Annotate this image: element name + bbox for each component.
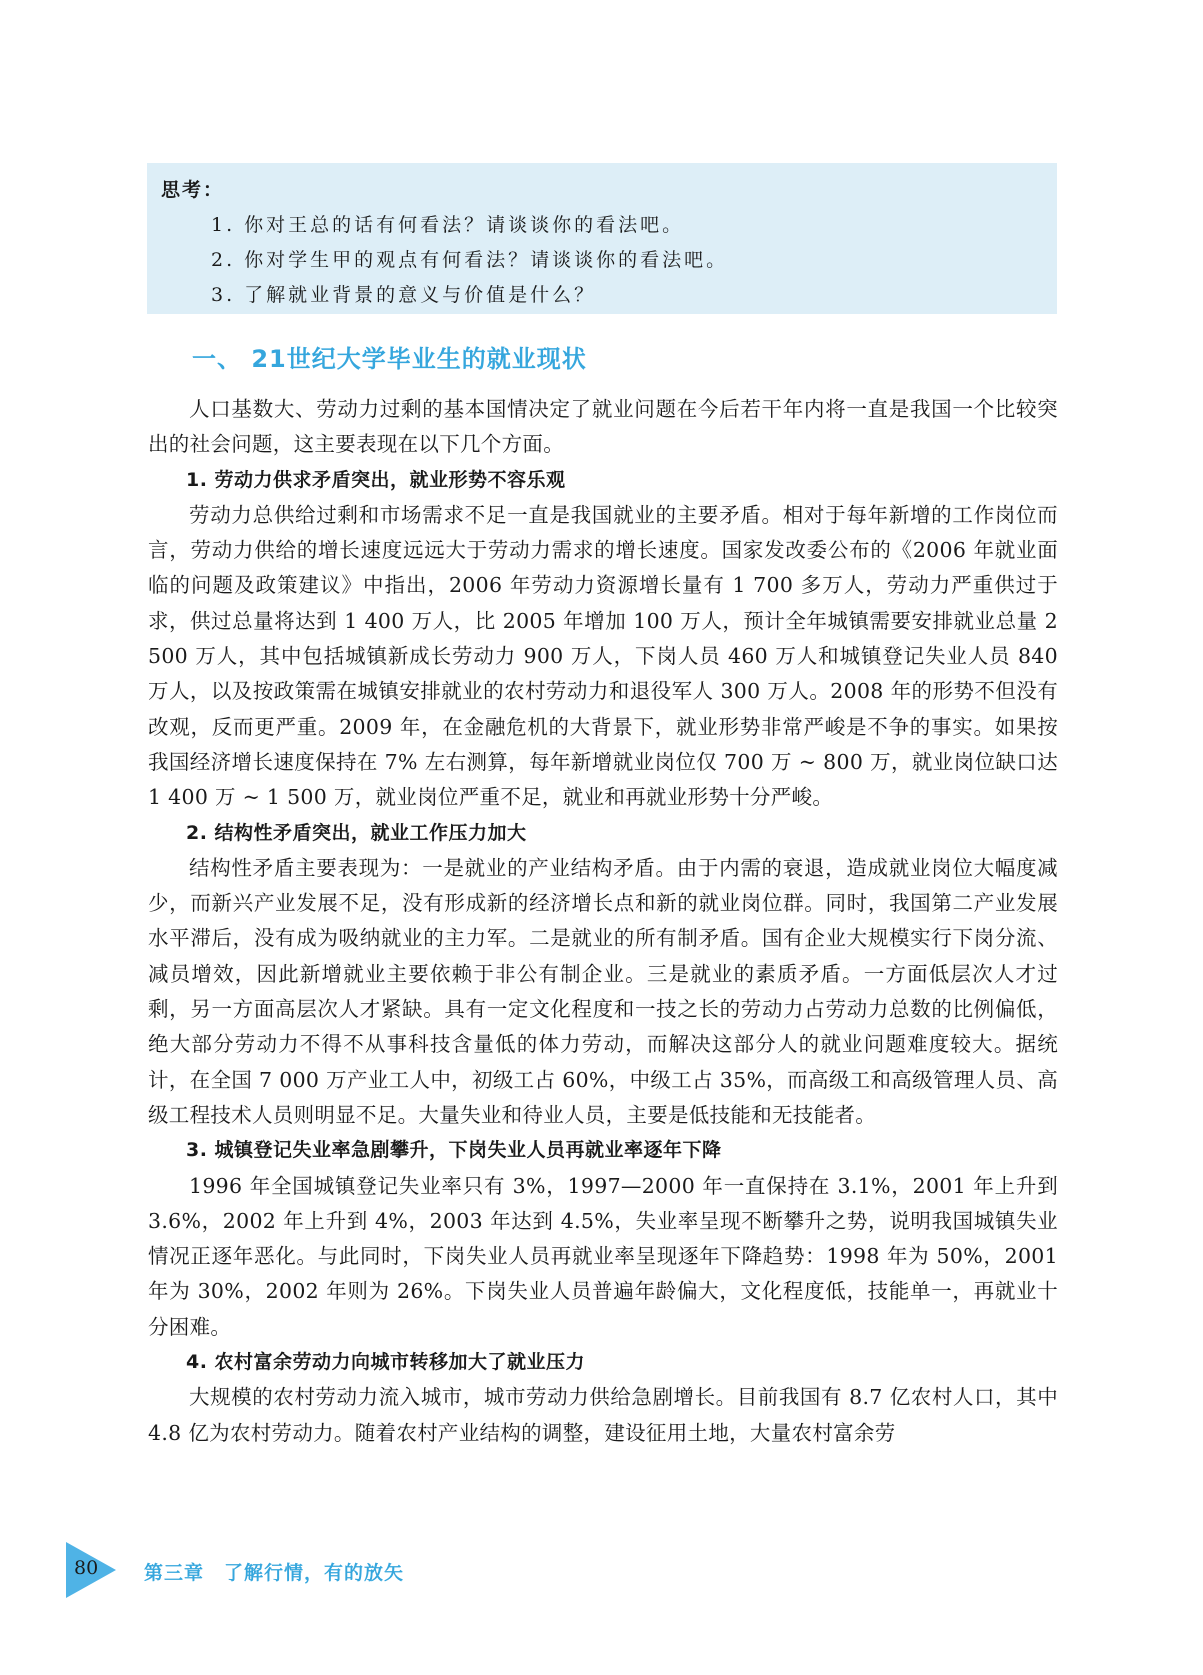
subheading-1: 1. 劳动力供求矛盾突出，就业形势不容乐观 [186,468,566,491]
page-number: 80 [74,1557,99,1579]
body-text [148,392,1058,1451]
think-title: 思考： [161,179,225,201]
subheading-4: 4. 农村富余劳动力向城市转移加大了就业压力 [186,1351,586,1374]
paragraph-1: 劳动力总供给过剩和市场需求不足一直是我国就业的主要矛盾。相对于每年新增的工作岗位而言，劳动力供给的增长速度远远大于劳动力需求的增长速度。国家发改委公布的《2006 年就业面临的问题及政策建议》中指出，2006 年劳动力资源增长量有 1 700 多万人，劳动力严重供过于求，供过总量将达到 1 400 万人，比 2005 年增加 100 万人，预计全年城镇需要安排就业总量 2 500 万人，其中包括城镇新成长劳动力 900 万人，下岗人员 460 万人和城镇登记失业人员 840 万人，以及按政策需在城镇安排就业的农村劳动力和退役军人 300 万人。2008 年的形势不但没有改观，反而更严重。2009 年，在金融危机的大背景下，就业形势非常严峻是不争的事实。如果按我国经济增长速度保持在 7% 左右测算，每年新增就业岗位仅 700 万 ~ 800 万，就业岗位缺口达 1 400 万 ~ 1 500 万，就业岗位严重不足，就业和再就业形势十分严峻。 [148,502,1058,810]
think-item-3: 3. 了解就业背景的意义与价值是什么？ [211,284,597,306]
think-item-2: 2. 你对学生甲的观点有何看法？请谈谈你的看法吧。 [211,249,729,271]
intro-paragraph: 人口基数大、劳动力过剩的基本国情决定了就业问题在今后若干年内将一直是我国一个比较突出的社会问题，这主要表现在以下几个方面。 [148,397,1058,457]
think-item-1: 1. 你对王总的话有何看法？请谈谈你的看法吧。 [211,214,685,236]
paragraph-2: 结构性矛盾主要表现为：一是就业的产业结构矛盾。由于内需的衰退，造成就业岗位大幅度减少，而新兴产业发展不足，没有形成新的经济增长点和新的就业岗位群。同时，我国第二产业发展水平滞后，没有成为吸纳就业的主力军。二是就业的所有制矛盾。国有企业大规模实行下岗分流、减员增效，因此新增就业主要依赖于非公有制企业。三是就业的素质矛盾。一方面低层次人才过剩，另一方面高层次人才紧缺。具有一定文化程度和一技之长的劳动力占劳动力总数的比例偏低，绝大部分劳动力不得不从事科技含量低的体力劳动，而解决这部分人的就业问题难度较大。据统计，在全国 7 000 万产业工人中，初级工占 60%，中级工占 35%，而高级工和高级管理人员、高级工程技术人员则明显不足。大量失业和待业人员，主要是低技能和无技能者。 [148,855,1058,1127]
section-heading: 一、 21世纪大学毕业生的就业现状 [192,345,587,373]
think-box [147,163,1057,314]
chapter-title: 第三章 了解行情，有的放矢 [144,1562,405,1584]
paragraph-4: 大规模的农村劳动力流入城市，城市劳动力供给急剧增长。目前我国有 8.7 亿农村人口，其中 4.8 亿为农村劳动力。随着农村产业结构的调整，建设征用土地，大量农村富余劳 [148,1385,1058,1445]
paragraph-3: 1996 年全国城镇登记失业率只有 3%，1997—2000 年一直保持在 3.1%，2001 年上升到 3.6%，2002 年上升到 4%，2003 年达到 4.5%，失业率呈现不断攀升之势，说明我国城镇失业情况正逐年恶化。与此同时，下岗失业人员再就业率呈现逐年下降趋势：1998 年为 50%，2001 年为 30%，2002 年则为 26%。下岗失业人员普遍年龄偏大，文化程度低，技能单一，再就业十分困难。 [148,1173,1058,1339]
subheading-2: 2. 结构性矛盾突出，就业工作压力加大 [186,821,527,844]
page-footer [66,1542,566,1598]
subheading-3: 3. 城镇登记失业率急剧攀升，下岗失业人员再就业率逐年下降 [186,1139,722,1162]
